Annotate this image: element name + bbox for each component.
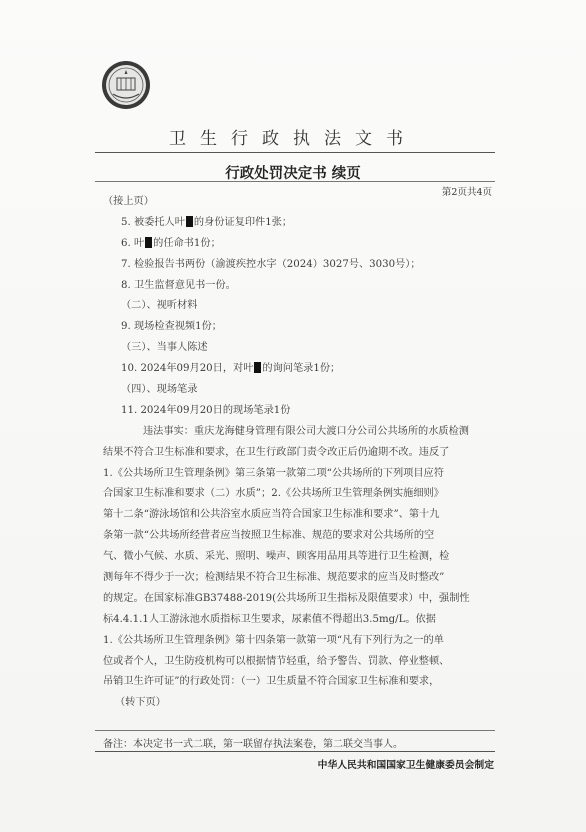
body-line: （接上页） [103, 196, 154, 207]
body-line [103, 234, 498, 255]
body-line: （四）、现场笔录 [121, 384, 198, 396]
body-line: 第十二条“游泳场馆和公共浴室水质应当符合国家卫生标准和要求”、第十九 [103, 509, 440, 521]
body-line: （转下页） [115, 697, 166, 709]
line-text: 10. 2024年09月20日，对叶 [121, 363, 254, 375]
subtitle-rule [95, 181, 495, 182]
body-line: 7. 检验报告书两份（渝渡疾控水字（2024）3027号、3030号）； [121, 258, 421, 270]
body-line: （三）、当事人陈述 [121, 342, 208, 354]
redaction-mark [145, 237, 152, 248]
footer-rule-bottom [95, 751, 495, 752]
body-line: 1.《公共场所卫生管理条例》第三条第一款第二项“公共场所的下列项目应符 [103, 467, 444, 479]
body-line: 11. 2024年09月20日的现场笔录1份 [121, 404, 291, 416]
national-emblem-icon [101, 60, 151, 110]
redaction-mark [254, 362, 261, 373]
page-number: 第2页共4页 [441, 187, 492, 198]
body-line: 条第一款“公共场所经营者应当按照卫生标准、规范的要求对公共场所的空 [103, 530, 435, 542]
line-text: 的询问笔录1份； [262, 363, 341, 375]
footnote: 备注：本决定书一式二联，第一联留存执法案卷，第二联交当事人。 [103, 739, 403, 750]
header-rule [95, 152, 495, 153]
body-line: 标4.4.1.1人工游泳池水质指标卫生要求，尿素值不得超出3.5mg/L。依据 [103, 613, 436, 625]
line-text: 6. 叶 [121, 237, 145, 249]
line-text: 的身份证复印件1张； [193, 216, 293, 228]
line-text: 的任命书1份； [153, 237, 221, 249]
body-line: （二）、视听材料 [121, 300, 198, 312]
body-line: 8. 卫生监督意见书一份。 [121, 279, 236, 291]
redaction-mark [186, 216, 193, 227]
document-title: 卫生行政执法文书 [169, 129, 417, 149]
body-line: 吊销卫生许可证”的行政处罚：（一）卫生质量不符合国家卫生标准和要求， [103, 676, 440, 688]
body-line: 气、微小气候、水质、采光、照明、噪声、顾客用品用具等进行卫生检测，检 [103, 551, 450, 563]
body-line: 结果不符合卫生标准和要求，在卫生行政部门责令改正后仍逾期不改。违反了 [103, 446, 450, 458]
body-line: 违法事实：重庆龙海健身管理有限公司大渡口分公司公共场所的水质检测 [143, 425, 469, 437]
body-line: 9. 现场检查视频1份； [121, 321, 222, 333]
body-line: 1.《公共场所卫生管理条例》第十四条第一款第一项“凡有下列行为之一的单 [103, 634, 444, 646]
line-text: 5. 被委托人叶 [121, 216, 185, 228]
body-line: 合国家卫生标准和要求（二）水质”；2.《公共场所卫生管理条例实施细则》 [103, 488, 444, 500]
sub-title: 行政处罚决定书 续页 [225, 166, 361, 182]
body-line: 的规定。在国家标准GB37488-2019(公共场所卫生指标及限值要求）中，强制性 [103, 592, 470, 604]
body-line [103, 359, 498, 380]
document-body [103, 192, 498, 714]
body-line: 测每年不得少于一次；检测结果不符合卫生标准、规范要求的应当及时整改” [103, 572, 445, 584]
body-line [103, 213, 498, 234]
body-line: 位或者个人，卫生防疫机构可以根据情节轻重，给予警告、罚款、停业整顿、 [103, 655, 450, 667]
issuer: 中华人民共和国国家卫生健康委员会制定 [317, 760, 494, 771]
footer-rule [95, 730, 495, 731]
